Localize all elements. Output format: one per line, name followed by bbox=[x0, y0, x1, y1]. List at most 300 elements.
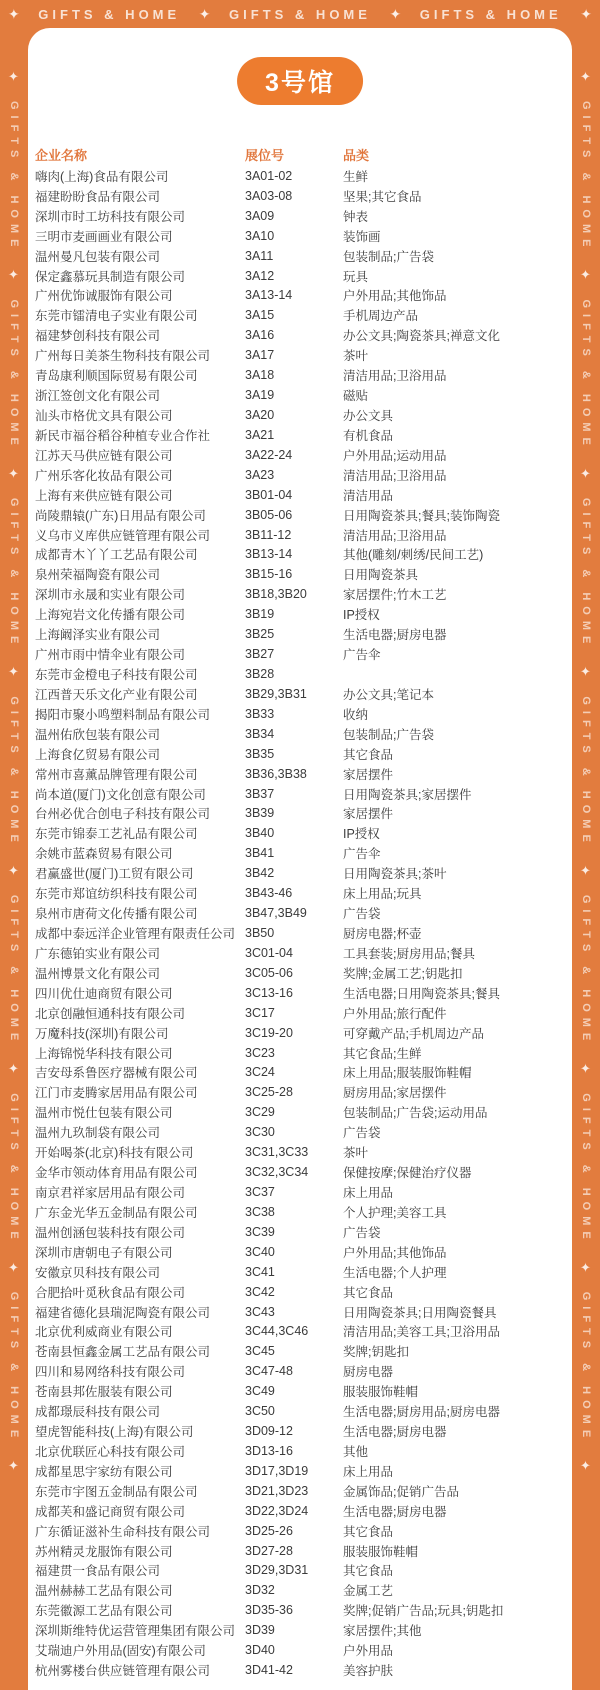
category-cell: 生活电器;厨房电器 bbox=[343, 628, 447, 643]
table-row bbox=[35, 704, 572, 724]
company-name-cell: 福建盼盼食品有限公司 bbox=[35, 189, 161, 204]
category-cell: 包装制品;广告袋 bbox=[343, 727, 434, 742]
booth-cell: 3A18 bbox=[245, 368, 275, 383]
table-row bbox=[35, 1461, 572, 1481]
company-name-cell: 北京创融恒通科技有限公司 bbox=[35, 1006, 186, 1021]
category-cell: 办公文具;笔记本 bbox=[343, 687, 434, 702]
company-name-cell: 泉州市唐荷文化传播有限公司 bbox=[35, 907, 198, 922]
table-row bbox=[35, 365, 572, 385]
company-name-cell: 南京君祥家居用品有限公司 bbox=[35, 1185, 186, 1200]
booth-cell: 3B33 bbox=[245, 706, 275, 721]
table-row bbox=[35, 206, 572, 226]
category-cell: 工具套装;厨房用品;餐具 bbox=[343, 946, 475, 961]
table-row bbox=[35, 764, 572, 784]
category-cell: 家居摆件 bbox=[343, 767, 394, 782]
category-cell: 其它食品 bbox=[343, 747, 394, 762]
category-cell: 生活电器;厨房电器 bbox=[343, 1425, 447, 1440]
category-cell: IP授权 bbox=[343, 827, 380, 842]
company-name-cell: 尚本道(厦门)文化创意有限公司 bbox=[35, 787, 206, 802]
table-row bbox=[35, 584, 572, 604]
company-name-cell: 苍南县恒鑫金属工艺品有限公司 bbox=[35, 1345, 211, 1360]
banner-text: GIFTS & HOME bbox=[419, 6, 562, 22]
booth-cell: 3A21 bbox=[245, 427, 275, 442]
booth-cell: 3C25-28 bbox=[245, 1085, 293, 1100]
table-row bbox=[35, 1242, 572, 1262]
table-row bbox=[35, 1660, 572, 1680]
company-name-cell: 杭州雾楼台供应链管理有限公司 bbox=[35, 1664, 211, 1679]
category-cell: 广告伞 bbox=[343, 648, 381, 663]
table-row bbox=[35, 325, 572, 345]
table-row bbox=[35, 1600, 572, 1620]
booth-cell: 3D17,3D19 bbox=[245, 1463, 309, 1478]
category-cell: 家居摆件 bbox=[343, 807, 394, 822]
booth-cell: 3C40 bbox=[245, 1244, 275, 1259]
booth-cell: 3C31,3C33 bbox=[245, 1145, 309, 1160]
company-name-cell: 深圳市时工坊科技有限公司 bbox=[35, 209, 186, 224]
sparkle-icon: ✦ bbox=[580, 5, 592, 22]
table-row bbox=[35, 445, 572, 465]
company-name-cell: 成都中泰远洋企业管理有限责任公司 bbox=[35, 926, 236, 941]
booth-cell: 3B50 bbox=[245, 925, 275, 940]
company-name-cell: 深圳市永晟和实业有限公司 bbox=[35, 588, 186, 603]
company-name-cell: 温州赫赫工艺品有限公司 bbox=[35, 1584, 173, 1599]
table-row bbox=[35, 1481, 572, 1501]
category-cell: 床上用品 bbox=[343, 1464, 394, 1479]
banner-text: GIFTS & HOME bbox=[8, 1291, 20, 1444]
booth-cell: 3A19 bbox=[245, 388, 275, 403]
booth-cell: 3D29,3D31 bbox=[245, 1563, 309, 1578]
company-name-cell: 广东金光华五金制品有限公司 bbox=[35, 1205, 198, 1220]
booth-cell: 3D13-16 bbox=[245, 1443, 293, 1458]
table-row bbox=[35, 1182, 572, 1202]
table-row bbox=[35, 226, 572, 246]
category-cell: 服装服饰鞋帽 bbox=[343, 1544, 419, 1559]
company-name-cell: 温州博景文化有限公司 bbox=[35, 966, 161, 981]
booth-cell: 3B37 bbox=[245, 786, 275, 801]
category-cell: 奖牌;促销广告品;玩具;钥匙扣 bbox=[343, 1604, 504, 1619]
category-cell: 美容护肤 bbox=[343, 1664, 394, 1679]
header-booth-number: 展位号 bbox=[245, 148, 285, 163]
booth-cell: 3B28 bbox=[245, 667, 275, 681]
company-name-cell: 福建梦创科技有限公司 bbox=[35, 329, 161, 344]
category-cell: 其它食品;生鲜 bbox=[343, 1046, 422, 1061]
booth-cell: 3C49 bbox=[245, 1384, 275, 1399]
sparkle-icon: ✦ bbox=[579, 1459, 594, 1475]
category-cell: 广告袋 bbox=[343, 907, 381, 922]
category-cell: 其他(雕刻/刺绣/民间工艺) bbox=[343, 548, 484, 563]
table-row bbox=[35, 1302, 572, 1322]
sparkle-icon: ✦ bbox=[7, 1459, 22, 1475]
company-name-cell: 泉州荣福陶瓷有限公司 bbox=[35, 568, 161, 583]
table-row bbox=[35, 923, 572, 943]
booth-cell: 3C17 bbox=[245, 1005, 275, 1020]
table-row bbox=[35, 1202, 572, 1222]
category-cell: 磁贴 bbox=[343, 389, 369, 404]
category-cell: 清洁用品;卫浴用品 bbox=[343, 369, 447, 384]
category-cell: 广告袋 bbox=[343, 1225, 381, 1240]
category-cell: 其它食品 bbox=[343, 1564, 394, 1579]
table-row bbox=[35, 1023, 572, 1043]
hall-badge bbox=[237, 57, 363, 105]
booth-cell: 3D40 bbox=[245, 1643, 275, 1658]
booth-cell: 3C42 bbox=[245, 1284, 275, 1299]
company-name-cell: 汕头市格优文具有限公司 bbox=[35, 409, 173, 424]
company-name-cell: 安徽京贝科技有限公司 bbox=[35, 1265, 161, 1280]
table-row bbox=[35, 883, 572, 903]
booth-cell: 3D35-36 bbox=[245, 1603, 293, 1618]
company-name-cell: 东莞市宇图五金制品有限公司 bbox=[35, 1484, 198, 1499]
company-name-cell: 福建省德化县瑞泥陶瓷有限公司 bbox=[35, 1305, 211, 1320]
company-name-cell: 成都芙和盛记商贸有限公司 bbox=[35, 1504, 186, 1519]
table-row bbox=[35, 1441, 572, 1461]
category-cell: 其它食品 bbox=[343, 1524, 394, 1539]
category-cell: 日用陶瓷茶具 bbox=[343, 568, 419, 583]
table-row bbox=[35, 286, 572, 306]
company-name-cell: 常州市喜薰品牌管理有限公司 bbox=[35, 767, 198, 782]
company-name-cell: 温州九玖制袋有限公司 bbox=[35, 1126, 161, 1141]
table-row bbox=[35, 744, 572, 764]
banner-text: GIFTS & HOME bbox=[38, 6, 181, 22]
company-name-cell: 深圳市唐朝电子有限公司 bbox=[35, 1245, 173, 1260]
banner-text: GIFTS & HOME bbox=[8, 1093, 20, 1245]
booth-cell: 3A23 bbox=[245, 467, 275, 482]
company-name-cell: 开始喝茶(北京)科技有限公司 bbox=[35, 1146, 194, 1161]
category-cell: 生活电器;厨房用品;厨房电器 bbox=[343, 1405, 500, 1420]
company-name-cell: 台州必优合创电子科技有限公司 bbox=[35, 807, 211, 822]
category-cell: 户外用品;旅行配件 bbox=[343, 1006, 447, 1021]
booth-cell: 3B15-16 bbox=[245, 567, 293, 582]
category-cell: 床上用品;服装服饰鞋帽 bbox=[343, 1066, 472, 1081]
banner-text: GIFTS & HOME bbox=[580, 894, 592, 1047]
table-row bbox=[35, 266, 572, 286]
exhibitor-table bbox=[28, 145, 572, 1680]
booth-cell: 3B43-46 bbox=[245, 886, 293, 901]
table-row bbox=[35, 644, 572, 664]
banner-text: GIFTS & HOME bbox=[8, 101, 20, 253]
sparkle-icon: ✦ bbox=[579, 665, 594, 681]
company-name-cell: 温州佑欣包装有限公司 bbox=[35, 727, 161, 742]
company-name-cell: 余姚市蓝森贸易有限公司 bbox=[35, 847, 173, 862]
sparkle-icon: ✦ bbox=[198, 5, 211, 22]
header-company-name: 企业名称 bbox=[35, 148, 88, 163]
booth-cell: 3A22-24 bbox=[245, 447, 293, 462]
table-row bbox=[35, 1401, 572, 1421]
sparkle-icon: ✦ bbox=[7, 268, 22, 284]
category-cell: 生鲜 bbox=[343, 169, 369, 184]
table-row bbox=[35, 1421, 572, 1441]
booth-cell: 3C47-48 bbox=[245, 1364, 293, 1379]
category-cell: 保健按摩;保健治疗仪器 bbox=[343, 1166, 472, 1181]
category-cell: 床上用品;玩具 bbox=[343, 887, 422, 902]
booth-cell: 3A09 bbox=[245, 208, 275, 223]
top-banner bbox=[0, 0, 600, 28]
company-name-cell: 北京优利威商业有限公司 bbox=[35, 1325, 173, 1340]
booth-cell: 3A16 bbox=[245, 328, 275, 343]
table-row bbox=[35, 624, 572, 644]
side-banner-right bbox=[572, 28, 600, 1690]
category-cell: 厨房电器;杯壶 bbox=[343, 926, 422, 941]
table-row bbox=[35, 485, 572, 505]
category-cell: 清洁用品;美容工具;卫浴用品 bbox=[343, 1325, 500, 1340]
company-name-cell: 三明市麦画画业有限公司 bbox=[35, 229, 173, 244]
table-row bbox=[35, 1361, 572, 1381]
company-name-cell: 新民市福谷稻谷种植专业合作社 bbox=[35, 428, 211, 443]
table-row bbox=[35, 1620, 572, 1640]
category-cell: 可穿戴产品;手机周边产品 bbox=[343, 1026, 484, 1041]
booth-cell: 3C05-06 bbox=[245, 965, 293, 980]
booth-cell: 3B29,3B31 bbox=[245, 686, 307, 701]
category-cell: 金属饰品;促销广告品 bbox=[343, 1484, 459, 1499]
booth-cell: 3B39 bbox=[245, 806, 275, 821]
booth-cell: 3C44,3C46 bbox=[245, 1324, 309, 1339]
table-row bbox=[35, 405, 572, 425]
category-cell: 茶叶 bbox=[343, 349, 369, 364]
booth-cell: 3D41-42 bbox=[245, 1663, 293, 1678]
booth-cell: 3A11 bbox=[245, 248, 274, 263]
hall-badge-label: 3号馆 bbox=[265, 69, 335, 97]
sparkle-icon: ✦ bbox=[7, 665, 22, 681]
table-row bbox=[35, 345, 572, 365]
company-name-cell: 广州乐客化妆品有限公司 bbox=[35, 468, 173, 483]
sparkle-icon: ✦ bbox=[579, 466, 594, 482]
category-cell: 床上用品 bbox=[343, 1185, 394, 1200]
company-name-cell: 上海有来供应链有限公司 bbox=[35, 488, 173, 503]
booth-cell: 3C13-16 bbox=[245, 985, 293, 1000]
category-cell: 包装制品;广告袋 bbox=[343, 249, 434, 264]
table-row bbox=[35, 1162, 572, 1182]
table-row bbox=[35, 1222, 572, 1242]
table-row bbox=[35, 465, 572, 485]
sparkle-icon: ✦ bbox=[579, 863, 594, 879]
category-cell: 厨房用品;家居摆件 bbox=[343, 1086, 447, 1101]
category-cell: 清洁用品 bbox=[343, 488, 394, 503]
company-name-cell: 广东德铂实业有限公司 bbox=[35, 946, 161, 961]
company-name-cell: 东莞市郑谊纺织科技有限公司 bbox=[35, 887, 198, 902]
table-row bbox=[35, 385, 572, 405]
table-row bbox=[35, 564, 572, 584]
booth-cell: 3C01-04 bbox=[245, 945, 293, 960]
table-row bbox=[35, 863, 572, 883]
table-row bbox=[35, 664, 572, 684]
booth-cell: 3B35 bbox=[245, 746, 275, 761]
company-name-cell: 东莞市锦泰工艺礼品有限公司 bbox=[35, 827, 198, 842]
table-row bbox=[35, 1561, 572, 1581]
category-cell: 玩具 bbox=[343, 269, 369, 284]
banner-text: GIFTS & HOME bbox=[580, 1093, 592, 1245]
company-name-cell: 上海阚泽实业有限公司 bbox=[35, 628, 161, 643]
booth-cell: 3C50 bbox=[245, 1404, 275, 1419]
company-name-cell: 成都青木丫丫工艺品有限公司 bbox=[35, 548, 198, 563]
category-cell: 清洁用品;卫浴用品 bbox=[343, 468, 447, 483]
company-name-cell: 义乌市义库供应链管理有限公司 bbox=[35, 528, 211, 543]
table-row bbox=[35, 1262, 572, 1282]
company-name-cell: 苏州精灵龙服饰有限公司 bbox=[35, 1544, 173, 1559]
booth-cell: 3C23 bbox=[245, 1045, 275, 1060]
booth-cell: 3D27-28 bbox=[245, 1543, 293, 1558]
table-row bbox=[35, 1341, 572, 1361]
table-header-row bbox=[35, 145, 572, 166]
sparkle-icon: ✦ bbox=[7, 70, 22, 85]
booth-cell: 3C32,3C34 bbox=[245, 1165, 309, 1180]
company-name-cell: 广东循证滋补生命科技有限公司 bbox=[35, 1524, 211, 1539]
booth-cell: 3B40 bbox=[245, 826, 275, 841]
category-cell: 生活电器;个人护理 bbox=[343, 1265, 447, 1280]
category-cell: 茶叶 bbox=[343, 1146, 369, 1161]
category-cell: 奖牌;金属工艺;钥匙扣 bbox=[343, 966, 463, 981]
banner-text: GIFTS & HOME bbox=[8, 696, 20, 848]
table-row bbox=[35, 246, 572, 266]
banner-text: GIFTS & HOME bbox=[580, 497, 592, 650]
table-row bbox=[35, 186, 572, 206]
company-name-cell: 揭阳市聚小鸣塑料制品有限公司 bbox=[35, 707, 211, 722]
category-cell: 家居摆件;竹木工艺 bbox=[343, 588, 447, 603]
category-cell: 户外用品;运动用品 bbox=[343, 448, 447, 463]
category-cell: 个人护理;美容工具 bbox=[343, 1205, 447, 1220]
booth-cell: 3B42 bbox=[245, 866, 275, 881]
company-name-cell: 上海锦悦华科技有限公司 bbox=[35, 1046, 173, 1061]
company-name-cell: 温州市悦仕包装有限公司 bbox=[35, 1106, 173, 1121]
category-cell: 手机周边产品 bbox=[343, 309, 419, 324]
company-name-cell: 温州创涵包装科技有限公司 bbox=[35, 1225, 186, 1240]
table-row bbox=[35, 804, 572, 824]
category-cell: 办公文具 bbox=[343, 409, 394, 424]
table-row bbox=[35, 425, 572, 445]
sparkle-icon: ✦ bbox=[389, 5, 402, 22]
company-name-cell: 四川优仕迪商贸有限公司 bbox=[35, 986, 173, 1001]
table-row bbox=[35, 684, 572, 704]
booth-cell: 3D21,3D23 bbox=[245, 1483, 309, 1498]
booth-cell: 3C39 bbox=[245, 1224, 275, 1239]
booth-cell: 3A03-08 bbox=[245, 188, 293, 203]
booth-cell: 3B47,3B49 bbox=[245, 906, 307, 921]
booth-cell: 3A17 bbox=[245, 348, 275, 363]
banner-text: GIFTS & HOME bbox=[580, 101, 592, 253]
company-name-cell: 吉安母系鲁医疗器械有限公司 bbox=[35, 1066, 198, 1081]
sparkle-icon: ✦ bbox=[7, 1062, 22, 1078]
category-cell: 包装制品;广告袋;运动用品 bbox=[343, 1106, 488, 1121]
table-row bbox=[35, 545, 572, 565]
company-name-cell: 深圳斯维特优运营管理集团有限公司 bbox=[35, 1624, 236, 1639]
category-cell: 清洁用品;卫浴用品 bbox=[343, 528, 447, 543]
booth-cell: 3B41 bbox=[245, 846, 275, 861]
table-row bbox=[35, 1122, 572, 1142]
table-row bbox=[35, 903, 572, 923]
category-cell: 日用陶瓷茶具;茶叶 bbox=[343, 867, 447, 882]
category-cell: 日用陶瓷茶具;日用陶瓷餐具 bbox=[343, 1305, 497, 1320]
sparkle-icon: ✦ bbox=[579, 1062, 594, 1078]
booth-cell: 3C29 bbox=[245, 1105, 275, 1120]
booth-cell: 3A20 bbox=[245, 408, 275, 423]
company-name-cell: 万魔科技(深圳)有限公司 bbox=[35, 1026, 169, 1041]
table-row bbox=[35, 784, 572, 804]
category-cell: 广告袋 bbox=[343, 1126, 381, 1141]
sparkle-icon: ✦ bbox=[7, 466, 22, 482]
booth-cell: 3A10 bbox=[245, 228, 275, 243]
category-cell: 厨房电器 bbox=[343, 1365, 394, 1380]
table-row bbox=[35, 1102, 572, 1122]
booth-cell: 3B01-04 bbox=[245, 487, 293, 502]
company-name-cell: 广州每日美茶生物科技有限公司 bbox=[35, 349, 211, 364]
table-row bbox=[35, 1521, 572, 1541]
company-name-cell: 江苏天马供应链有限公司 bbox=[35, 448, 173, 463]
category-cell: 坚果;其它食品 bbox=[343, 189, 422, 204]
table-row bbox=[35, 823, 572, 843]
banner-text: GIFTS & HOME bbox=[580, 299, 592, 451]
category-cell: 其它食品 bbox=[343, 1285, 394, 1300]
category-cell: 生活电器;厨房电器 bbox=[343, 1504, 447, 1519]
category-cell: 收纳 bbox=[343, 707, 369, 722]
company-name-cell: 望虎智能科技(上海)有限公司 bbox=[35, 1425, 194, 1440]
booth-cell: 3D09-12 bbox=[245, 1424, 293, 1439]
sparkle-icon: ✦ bbox=[579, 1260, 594, 1276]
table-row bbox=[35, 963, 572, 983]
table-row bbox=[35, 1501, 572, 1521]
table-row bbox=[35, 1082, 572, 1102]
booth-cell: 3B25 bbox=[245, 627, 275, 642]
company-name-cell: 成都星思宇家纺有限公司 bbox=[35, 1464, 173, 1479]
banner-text: GIFTS & HOME bbox=[8, 299, 20, 451]
booth-cell: 3B19 bbox=[245, 607, 275, 622]
booth-cell: 3D32 bbox=[245, 1583, 275, 1598]
company-name-cell: 东莞市镭清电子实业有限公司 bbox=[35, 309, 198, 324]
company-name-cell: 温州曼凡包装有限公司 bbox=[35, 249, 161, 264]
booth-cell: 3C45 bbox=[245, 1344, 275, 1359]
company-name-cell: 福建贯一食品有限公司 bbox=[35, 1564, 161, 1579]
company-name-cell: 金华市领动体育用品有限公司 bbox=[35, 1166, 198, 1181]
booth-cell: 3B05-06 bbox=[245, 507, 293, 522]
company-name-cell: 四川和易网络科技有限公司 bbox=[35, 1365, 186, 1380]
company-name-cell: 广州优饰诚服饰有限公司 bbox=[35, 289, 173, 304]
table-row bbox=[35, 604, 572, 624]
booth-cell: 3B27 bbox=[245, 647, 275, 662]
sparkle-icon: ✦ bbox=[579, 268, 594, 284]
table-row bbox=[35, 1062, 572, 1082]
side-banner-left bbox=[0, 28, 28, 1690]
banner-text: GIFTS & HOME bbox=[8, 497, 20, 650]
company-name-cell: 上海食亿贸易有限公司 bbox=[35, 747, 161, 762]
booth-cell: 3D39 bbox=[245, 1623, 275, 1638]
company-name-cell: 成都璟辰科技有限公司 bbox=[35, 1405, 161, 1420]
company-name-cell: 艾瑞迪户外用品(固安)有限公司 bbox=[35, 1644, 206, 1659]
booth-cell: 3C24 bbox=[245, 1065, 275, 1080]
table-row bbox=[35, 983, 572, 1003]
banner-text: GIFTS & HOME bbox=[580, 696, 592, 848]
category-cell: 服装服饰鞋帽 bbox=[343, 1385, 419, 1400]
category-cell: 户外用品 bbox=[343, 1644, 394, 1659]
table-row bbox=[35, 505, 572, 525]
table-row bbox=[35, 1282, 572, 1302]
company-name-cell: 苍南县邦佐服装有限公司 bbox=[35, 1385, 173, 1400]
booth-cell: 3B36,3B38 bbox=[245, 766, 307, 781]
company-name-cell: 广州市雨中情伞业有限公司 bbox=[35, 648, 186, 663]
table-row bbox=[35, 724, 572, 744]
category-cell: 其他 bbox=[343, 1444, 369, 1459]
booth-cell: 3B13-14 bbox=[245, 547, 293, 562]
category-cell: 家居摆件;其他 bbox=[343, 1624, 422, 1639]
booth-cell: 3A13-14 bbox=[245, 288, 293, 303]
booth-cell: 3C38 bbox=[245, 1204, 275, 1219]
booth-cell: 3B34 bbox=[245, 726, 275, 741]
table-row bbox=[35, 843, 572, 863]
table-row bbox=[35, 525, 572, 545]
category-cell: 户外用品;其他饰品 bbox=[343, 1245, 447, 1260]
company-name-cell: 江西普天乐文化产业有限公司 bbox=[35, 687, 198, 702]
table-row bbox=[35, 1043, 572, 1063]
category-cell: 户外用品;其他饰品 bbox=[343, 289, 447, 304]
company-name-cell: 嗨肉(上海)食品有限公司 bbox=[35, 169, 169, 184]
sparkle-icon: ✦ bbox=[7, 1260, 22, 1276]
category-cell: 钟表 bbox=[343, 209, 369, 224]
